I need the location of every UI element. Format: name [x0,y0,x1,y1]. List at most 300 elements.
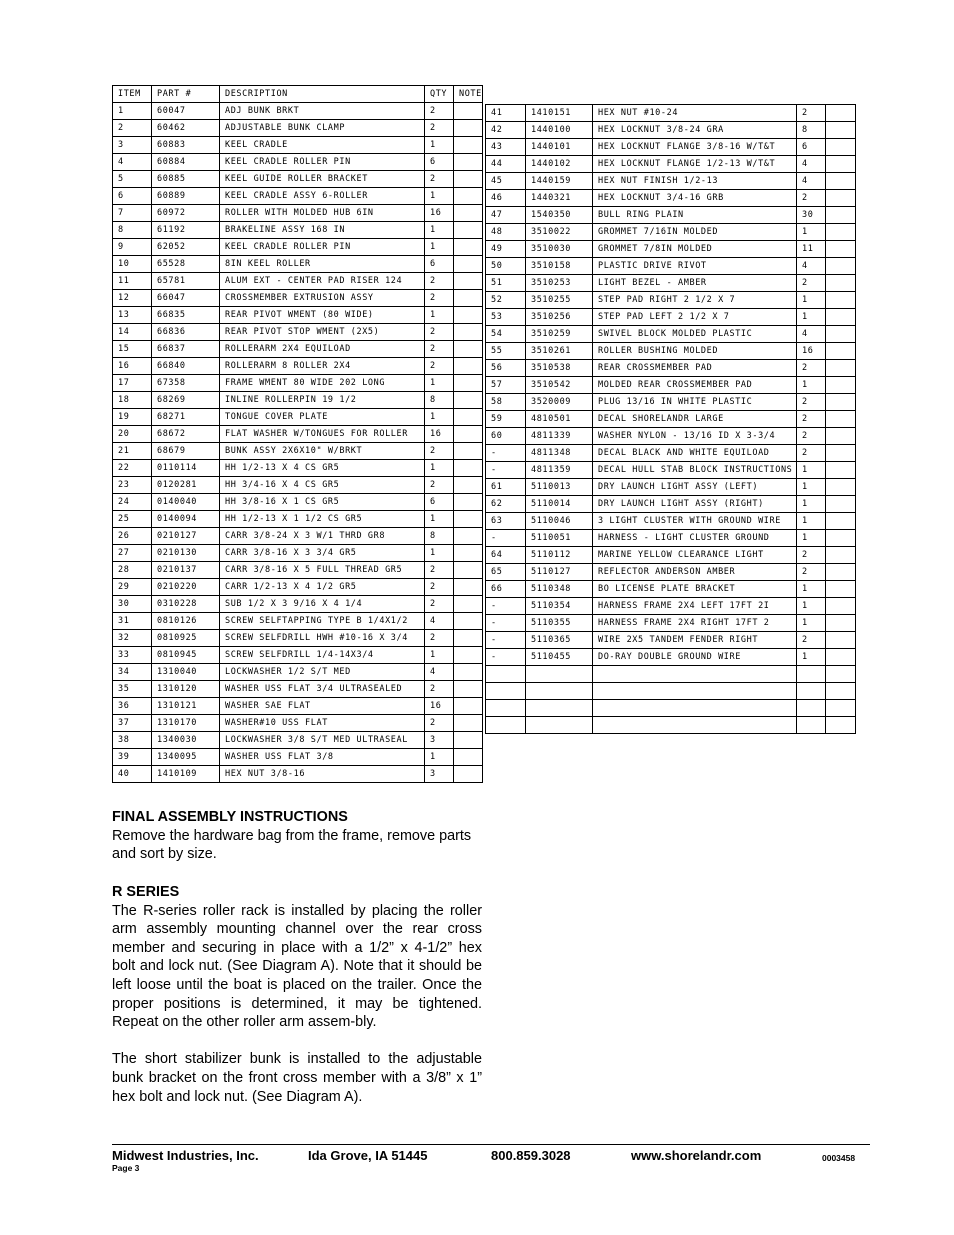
description-cell: WASHER#10 USS FLAT [220,715,425,732]
part-number-cell: 3510253 [526,275,593,292]
part-number-cell: 60972 [152,205,220,222]
part-number-cell: 4811359 [526,462,593,479]
note-cell [454,154,483,171]
item-cell: 26 [113,528,152,545]
table-row [486,717,856,734]
note-cell [826,598,856,615]
part-number-cell: 1310170 [152,715,220,732]
description-cell: 3 LIGHT CLUSTER WITH GROUND WIRE [593,513,797,530]
table-row [113,460,483,477]
qty-cell: 1 [797,496,826,513]
description-cell: WIRE 2X5 TANDEM FENDER RIGHT [593,632,797,649]
part-number-cell: 1410109 [152,766,220,783]
note-cell [826,700,856,717]
part-number-cell: 66836 [152,324,220,341]
table-row [113,596,483,613]
item-cell: - [486,632,526,649]
part-number-cell: 60047 [152,103,220,120]
note-cell [826,173,856,190]
part-number-cell: 3510259 [526,326,593,343]
table-row [486,547,856,564]
part-number-cell: 65528 [152,256,220,273]
note-cell [826,139,856,156]
note-cell [454,426,483,443]
note-cell [826,513,856,530]
qty-cell: 2 [425,103,454,120]
qty-cell: 30 [797,207,826,224]
table-row [113,290,483,307]
part-number-cell: 0810126 [152,613,220,630]
table-row [486,156,856,173]
part-number-cell: 0110114 [152,460,220,477]
description-cell: STEP PAD RIGHT 2 1/2 X 7 [593,292,797,309]
part-number-cell [526,666,593,683]
part-number-cell: 1440100 [526,122,593,139]
note-cell [454,647,483,664]
qty-cell: 6 [425,256,454,273]
item-cell: - [486,445,526,462]
item-cell: 6 [113,188,152,205]
note-cell [826,360,856,377]
table-row [486,666,856,683]
r-series-section [112,883,482,1106]
table-row [486,224,856,241]
item-cell: 49 [486,241,526,258]
part-number-cell: 5110365 [526,632,593,649]
qty-cell: 16 [425,205,454,222]
table-row [113,154,483,171]
table-row [486,241,856,258]
item-cell: 42 [486,122,526,139]
note-cell [826,547,856,564]
description-cell: REFLECTOR ANDERSON AMBER [593,564,797,581]
qty-cell: 2 [425,630,454,647]
note-cell [454,732,483,749]
qty-cell: 2 [425,358,454,375]
qty-cell: 1 [425,545,454,562]
table-row [486,428,856,445]
item-cell: 59 [486,411,526,428]
note-cell [826,224,856,241]
note-cell [454,205,483,222]
qty-cell: 1 [425,511,454,528]
item-cell: 5 [113,171,152,188]
description-cell: STEP PAD LEFT 2 1/2 X 7 [593,309,797,326]
note-cell [826,683,856,700]
item-cell: 33 [113,647,152,664]
description-cell: ROLLER BUSHING MOLDED [593,343,797,360]
table-row [486,513,856,530]
note-cell [454,103,483,120]
part-number-cell: 1310120 [152,681,220,698]
note-cell [826,241,856,258]
note-cell [454,324,483,341]
description-cell: BULL RING PLAIN [593,207,797,224]
qty-cell [797,717,826,734]
item-cell: 23 [113,477,152,494]
item-cell: 57 [486,377,526,394]
item-cell: 19 [113,409,152,426]
final-assembly-section [112,808,482,864]
item-cell: - [486,462,526,479]
qty-cell: 16 [425,698,454,715]
table-row [486,105,856,122]
part-number-cell: 0140094 [152,511,220,528]
table-row [486,411,856,428]
qty-cell: 1 [425,375,454,392]
table-row [113,664,483,681]
part-number-cell: 68269 [152,392,220,409]
part-number-cell: 1440321 [526,190,593,207]
table-row [113,443,483,460]
item-cell: 38 [113,732,152,749]
table-row [113,358,483,375]
description-cell: DRY LAUNCH LIGHT ASSY (RIGHT) [593,496,797,513]
table-row [486,275,856,292]
part-number-cell: 3510158 [526,258,593,275]
parts-table-header-row [113,86,483,103]
description-cell: HH 1/2-13 X 4 CS GR5 [220,460,425,477]
description-cell: HH 3/8-16 X 1 CS GR5 [220,494,425,511]
description-cell: INLINE ROLLERPIN 19 1/2 [220,392,425,409]
description-cell: WASHER SAE FLAT [220,698,425,715]
part-number-cell: 3520009 [526,394,593,411]
table-row [486,122,856,139]
qty-cell: 2 [425,681,454,698]
description-cell: DRY LAUNCH LIGHT ASSY (LEFT) [593,479,797,496]
final-assembly-heading: FINAL ASSEMBLY INSTRUCTIONS [112,809,348,825]
description-cell: HARNESS FRAME 2X4 LEFT 17FT 2I [593,598,797,615]
note-cell [826,275,856,292]
description-cell: DECAL SHORELANDR LARGE [593,411,797,428]
item-cell: 35 [113,681,152,698]
qty-cell: 3 [425,732,454,749]
note-cell [454,239,483,256]
part-number-cell: 5110051 [526,530,593,547]
description-cell: CROSSMEMBER EXTRUSION ASSY [220,290,425,307]
r-series-paragraph-1: The R-series roller rack is installed by placing the roller arm assembly mounting channel over the rear cross member and securing in place with a 1/2” x 4-1/2” hex bolt and lock nut. (See Diagram A). Note that it should be left loose until the boat is placed on the trailer. Once the proper positions is determined, it may be tightened. Repeat on the other roller arm assem-bly. [112,902,482,1031]
qty-cell: 3 [425,766,454,783]
note-cell [454,273,483,290]
table-row [486,564,856,581]
item-cell: 24 [113,494,152,511]
note-cell [826,615,856,632]
description-cell: REAR PIVOT STOP WMENT (2X5) [220,324,425,341]
table-row [486,683,856,700]
table-row [486,190,856,207]
qty-cell: 1 [797,224,826,241]
item-cell: - [486,530,526,547]
note-cell [454,596,483,613]
part-number-cell: 5110013 [526,479,593,496]
description-cell: ROLLERARM 2X4 EQUILOAD [220,341,425,358]
note-cell [826,190,856,207]
header-item: ITEM [113,86,152,103]
table-row [113,375,483,392]
description-cell: SUB 1/2 X 3 9/16 X 4 1/4 [220,596,425,613]
description-cell: 8IN KEEL ROLLER [220,256,425,273]
item-cell: 43 [486,139,526,156]
part-number-cell: 4811339 [526,428,593,445]
note-cell [826,649,856,666]
qty-cell: 1 [797,462,826,479]
item-cell: 40 [113,766,152,783]
qty-cell: 4 [797,173,826,190]
table-row [486,632,856,649]
part-number-cell: 3510538 [526,360,593,377]
item-cell: 9 [113,239,152,256]
qty-cell: 2 [425,579,454,596]
item-cell: 29 [113,579,152,596]
item-cell: 41 [486,105,526,122]
item-cell: 21 [113,443,152,460]
description-cell: SCREW SELFDRILL 1/4-14X3/4 [220,647,425,664]
item-cell: 36 [113,698,152,715]
note-cell [826,428,856,445]
table-row [486,377,856,394]
description-cell: HARNESS FRAME 2X4 RIGHT 17FT 2 [593,615,797,632]
description-cell: GROMMET 7/8IN MOLDED [593,241,797,258]
item-cell: 34 [113,664,152,681]
item-cell: - [486,598,526,615]
qty-cell: 2 [425,273,454,290]
footer-page-number: Page 3 [112,1163,140,1173]
table-row [113,307,483,324]
table-row [113,120,483,137]
note-cell [454,307,483,324]
table-row [113,324,483,341]
qty-cell: 1 [797,530,826,547]
r-series-paragraph-2: The short stabilizer bunk is installed to the adjustable bunk bracket on the front cross member with a 3/8” x 1” hex bolt and lock nut. (See Diagram A). [112,1051,482,1105]
item-cell: 15 [113,341,152,358]
note-cell [454,341,483,358]
item-cell: 44 [486,156,526,173]
note-cell [454,715,483,732]
part-number-cell: 66835 [152,307,220,324]
description-cell: HEX LOCKNUT 3/4-16 GRB [593,190,797,207]
part-number-cell: 3510255 [526,292,593,309]
description-cell: REAR CROSSMEMBER PAD [593,360,797,377]
note-cell [826,122,856,139]
note-cell [454,188,483,205]
qty-cell: 2 [425,477,454,494]
part-number-cell: 68679 [152,443,220,460]
qty-cell [797,683,826,700]
qty-cell: 1 [797,513,826,530]
table-row [113,137,483,154]
note-cell [826,717,856,734]
note-cell [826,479,856,496]
item-cell: 7 [113,205,152,222]
qty-cell: 2 [797,564,826,581]
qty-cell: 4 [797,258,826,275]
qty-cell: 1 [797,479,826,496]
qty-cell: 4 [425,664,454,681]
table-row [113,341,483,358]
description-cell: SCREW SELFTAPPING TYPE B 1/4X1/2 [220,613,425,630]
qty-cell: 1 [425,409,454,426]
footer-phone: 800.859.3028 [491,1148,571,1163]
note-cell [454,409,483,426]
note-cell [454,528,483,545]
part-number-cell: 66837 [152,341,220,358]
item-cell: 16 [113,358,152,375]
table-row [486,479,856,496]
part-number-cell: 68672 [152,426,220,443]
note-cell [454,137,483,154]
qty-cell: 2 [425,171,454,188]
qty-cell: 6 [425,494,454,511]
description-cell: BUNK ASSY 2X6X10" W/BRKT [220,443,425,460]
table-row [486,598,856,615]
header-qty: QTY [425,86,454,103]
part-number-cell: 68271 [152,409,220,426]
description-cell [593,666,797,683]
part-number-cell: 1440159 [526,173,593,190]
description-cell: DECAL HULL STAB BLOCK INSTRUCTIONS [593,462,797,479]
item-cell: 1 [113,103,152,120]
description-cell: HH 3/4-16 X 4 CS GR5 [220,477,425,494]
description-cell: ADJUSTABLE BUNK CLAMP [220,120,425,137]
note-cell [826,496,856,513]
description-cell: MARINE YELLOW CLEARANCE LIGHT [593,547,797,564]
item-cell: 31 [113,613,152,630]
table-row [113,477,483,494]
item-cell: 39 [113,749,152,766]
qty-cell: 4 [797,326,826,343]
item-cell: 63 [486,513,526,530]
part-number-cell [526,683,593,700]
item-cell: 60 [486,428,526,445]
description-cell: CARR 3/8-16 X 5 FULL THREAD GR5 [220,562,425,579]
qty-cell: 2 [797,428,826,445]
description-cell: LIGHT BEZEL - AMBER [593,275,797,292]
table-row [113,630,483,647]
item-cell: 53 [486,309,526,326]
description-cell: HEX NUT #10-24 [593,105,797,122]
item-cell: 66 [486,581,526,598]
part-number-cell: 1410151 [526,105,593,122]
note-cell [454,766,483,783]
part-number-cell: 3510261 [526,343,593,360]
part-number-cell: 0810945 [152,647,220,664]
part-number-cell: 1310121 [152,698,220,715]
note-cell [454,460,483,477]
qty-cell: 2 [425,443,454,460]
table-row [486,700,856,717]
table-row [113,239,483,256]
description-cell: WASHER USS FLAT 3/8 [220,749,425,766]
description-cell: FLAT WASHER W/TONGUES FOR ROLLER [220,426,425,443]
part-number-cell [526,717,593,734]
note-cell [454,443,483,460]
note-cell [454,256,483,273]
item-cell: 14 [113,324,152,341]
description-cell: CARR 3/8-16 X 3 3/4 GR5 [220,545,425,562]
table-row [486,462,856,479]
description-cell: DO-RAY DOUBLE GROUND WIRE [593,649,797,666]
note-cell [826,666,856,683]
part-number-cell: 4811348 [526,445,593,462]
qty-cell: 1 [797,649,826,666]
part-number-cell: 1340030 [152,732,220,749]
item-cell: 12 [113,290,152,307]
table-row [113,545,483,562]
item-cell: 32 [113,630,152,647]
item-cell: - [486,615,526,632]
table-row [113,715,483,732]
item-cell: 37 [113,715,152,732]
table-row [113,222,483,239]
part-number-cell: 66840 [152,358,220,375]
note-cell [454,120,483,137]
item-cell: 51 [486,275,526,292]
item-cell: 13 [113,307,152,324]
note-cell [826,309,856,326]
note-cell [454,749,483,766]
table-row [113,256,483,273]
qty-cell: 2 [797,394,826,411]
note-cell [454,511,483,528]
item-cell: 11 [113,273,152,290]
qty-cell: 1 [425,749,454,766]
note-cell [826,207,856,224]
qty-cell: 2 [425,596,454,613]
description-cell: CARR 3/8-24 X 3 W/1 THRD GR8 [220,528,425,545]
qty-cell: 2 [797,547,826,564]
note-cell [454,290,483,307]
item-cell: 30 [113,596,152,613]
part-number-cell: 60889 [152,188,220,205]
qty-cell: 2 [797,632,826,649]
description-cell: SWIVEL BLOCK MOLDED PLASTIC [593,326,797,343]
note-cell [826,411,856,428]
footer-company: Midwest Industries, Inc. [112,1148,259,1163]
table-row [113,579,483,596]
note-cell [826,632,856,649]
item-cell: 22 [113,460,152,477]
qty-cell: 1 [797,292,826,309]
note-cell [454,664,483,681]
qty-cell: 1 [425,307,454,324]
item-cell: 20 [113,426,152,443]
note-cell [826,564,856,581]
part-number-cell: 0810925 [152,630,220,647]
qty-cell: 16 [425,426,454,443]
item-cell: - [486,649,526,666]
part-number-cell: 60883 [152,137,220,154]
description-cell: SCREW SELFDRILL HWH #10-16 X 3/4 [220,630,425,647]
description-cell: WASHER NYLON - 13/16 ID X 3-3/4 [593,428,797,445]
qty-cell [797,666,826,683]
note-cell [454,545,483,562]
qty-cell: 2 [425,715,454,732]
description-cell: WASHER USS FLAT 3/4 ULTRASEALED [220,681,425,698]
item-cell: 18 [113,392,152,409]
note-cell [826,445,856,462]
qty-cell: 1 [425,188,454,205]
part-number-cell: 1540350 [526,207,593,224]
part-number-cell: 0210220 [152,579,220,596]
table-row [486,326,856,343]
description-cell: HEX LOCKNUT FLANGE 1/2-13 W/T&T [593,156,797,173]
description-cell: KEEL CRADLE ROLLER PIN [220,239,425,256]
part-number-cell: 65781 [152,273,220,290]
item-cell: 4 [113,154,152,171]
item-cell: 48 [486,224,526,241]
description-cell: HEX LOCKNUT 3/8-24 GRA [593,122,797,139]
note-cell [826,156,856,173]
